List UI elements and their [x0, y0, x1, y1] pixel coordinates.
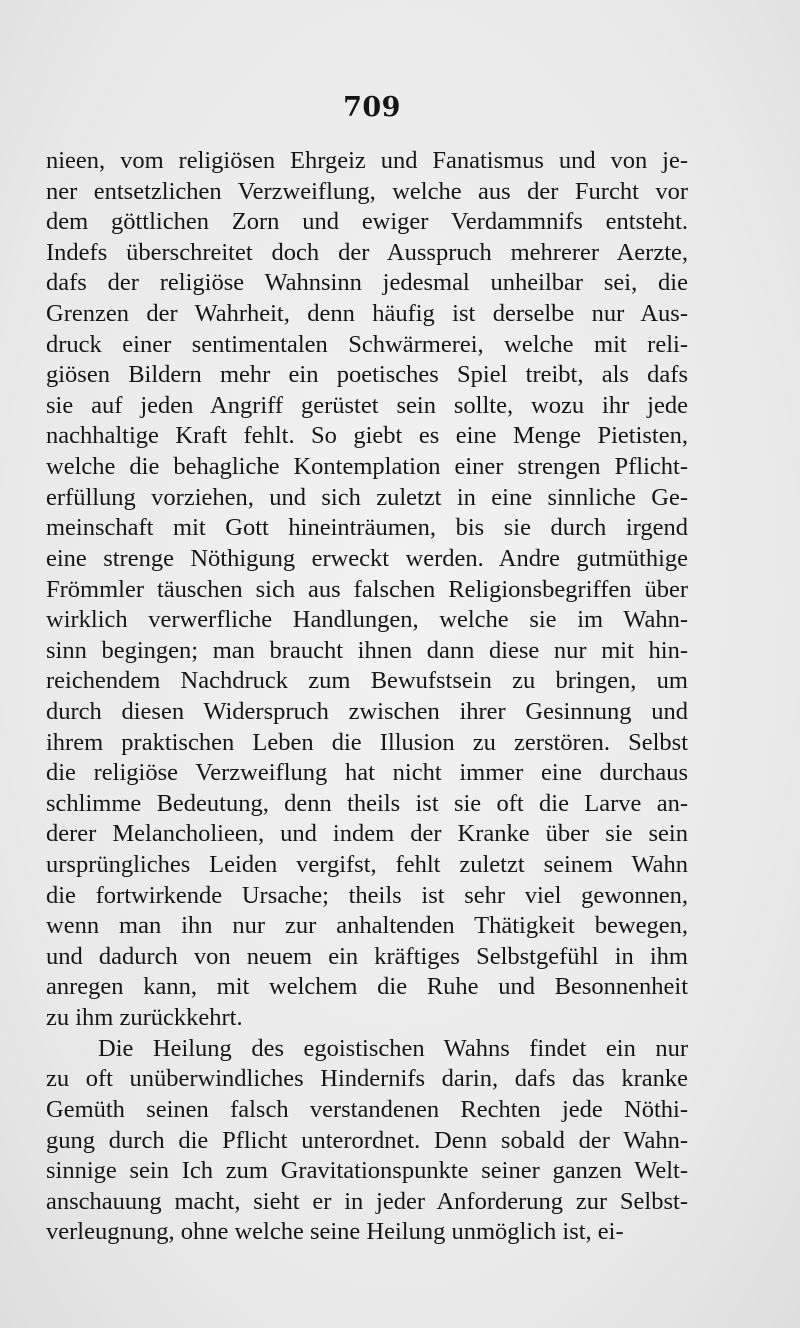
- text-line: sinnige sein Ich zum Gravitationspunkte seiner ganzen Welt-: [46, 1157, 688, 1185]
- page-number: 709: [343, 92, 401, 123]
- text-line: giösen Bildern mehr ein poetisches Spiel treibt, als dafs: [46, 361, 688, 389]
- text-line: ner entsetzlichen Verzweiflung, welche aus der Furcht vor: [46, 177, 688, 205]
- paragraph: [46, 146, 688, 1034]
- text-line: derer Melancholieen, und indem der Kranke über sie sein: [46, 820, 688, 848]
- text-line: schlimme Bedeutung, denn theils ist sie oft die Larve an-: [46, 789, 688, 817]
- text-line: nachhaltige Kraft fehlt. So giebt es eine Menge Pietisten,: [46, 422, 688, 450]
- text-line: und dadurch von neuem ein kräftiges Selbstgefühl in ihm: [46, 942, 688, 970]
- text-line: die fortwirkende Ursache; theils ist sehr viel gewonnen,: [46, 881, 688, 909]
- text-line: nieen, vom religiösen Ehrgeiz und Fanatismus und von je-: [46, 147, 688, 174]
- text-line: Gemüth seinen falsch verstandenen Rechten jede Nöthi-: [46, 1095, 688, 1123]
- body-text: [46, 146, 688, 1248]
- text-line: anschauung macht, sieht er in jeder Anforderung zur Selbst-: [46, 1187, 688, 1215]
- text-line: dem göttlichen Zorn und ewiger Verdammnifs entsteht.: [46, 208, 688, 236]
- text-line: anregen kann, mit welchem die Ruhe und Besonnenheit: [46, 973, 688, 1001]
- text-line: gung durch die Pflicht unterordnet. Denn sobald der Wahn-: [46, 1126, 688, 1154]
- text-line: sie auf jeden Angriff gerüstet sein sollte, wozu ihr jede: [46, 391, 688, 419]
- text-line: zu ihm zurückkehrt.: [46, 1004, 243, 1032]
- text-line: Indefs überschreitet doch der Ausspruch mehrerer Aerzte,: [46, 238, 688, 266]
- text-line: durch diesen Widerspruch zwischen ihrer Gesinnung und: [46, 697, 688, 725]
- text-line: ihrem praktischen Leben die Illusion zu zerstören. Selbst: [46, 728, 688, 756]
- paragraph: [46, 1034, 688, 1248]
- text-line: welche die behagliche Kontemplation einer strengen Pflicht-: [46, 453, 688, 481]
- text-line: Grenzen der Wahrheit, denn häufig ist derselbe nur Aus-: [46, 300, 688, 328]
- text-line: sinn begingen; man braucht ihnen dann diese nur mit hin-: [46, 636, 688, 664]
- text-line: erfüllung vorziehen, und sich zuletzt in eine sinnliche Ge-: [46, 483, 688, 511]
- text-line: ursprüngliches Leiden vergifst, fehlt zuletzt seinem Wahn: [46, 851, 688, 879]
- text-line: reichendem Nachdruck zum Bewufstsein zu bringen, um: [46, 667, 688, 695]
- text-line: die religiöse Verzweiflung hat nicht immer eine durchaus: [46, 759, 688, 787]
- text-line: druck einer sentimentalen Schwärmerei, welche mit reli-: [46, 330, 688, 358]
- text-line: meinschaft mit Gott hineinträumen, bis sie durch irgend: [46, 514, 688, 542]
- text-line: zu oft unüberwindliches Hindernifs darin, dafs das kranke: [46, 1065, 688, 1093]
- text-line: wirklich verwerfliche Handlungen, welche sie im Wahn-: [46, 606, 688, 634]
- text-line: eine strenge Nöthigung erweckt werden. Andre gutmüthige: [46, 544, 688, 572]
- text-line: Die Heilung des egoistischen Wahns findet ein nur: [98, 1034, 688, 1062]
- text-line: wenn man ihn nur zur anhaltenden Thätigkeit bewegen,: [46, 912, 688, 940]
- text-line: verleugnung, ohne welche seine Heilung unmöglich ist, ei-: [46, 1218, 624, 1246]
- text-line: Frömmler täuschen sich aus falschen Religionsbegriffen über: [46, 575, 688, 603]
- text-line: dafs der religiöse Wahnsinn jedesmal unheilbar sei, die: [46, 269, 688, 297]
